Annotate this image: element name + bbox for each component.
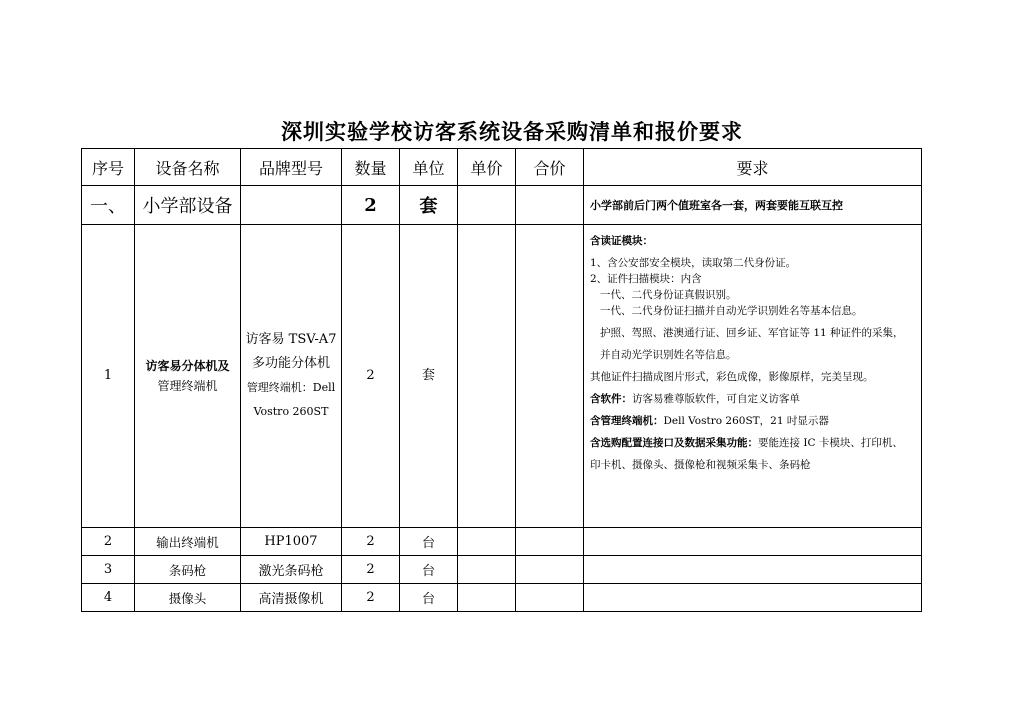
document-title: 深圳实验学校访客系统设备采购清单和报价要求	[281, 119, 743, 144]
model-line: 管理终端机：Dell	[246, 381, 336, 394]
qty: 2	[342, 584, 400, 612]
device-name-line: 管理终端机	[157, 379, 218, 393]
req-line: 2、证件扫描模块：内含	[590, 273, 702, 285]
empty-cell	[458, 556, 516, 584]
table-row	[82, 225, 922, 528]
header-cell: 设备名称	[135, 149, 241, 186]
table-row	[82, 556, 922, 584]
unit: 台	[400, 584, 458, 612]
section-index: 一、	[82, 186, 135, 225]
row-number: 4	[82, 584, 135, 612]
req-heading: 含软件：	[590, 393, 632, 405]
unit-cell: 套	[400, 225, 458, 528]
model-line: Vostro 260ST	[253, 405, 329, 418]
qty-cell: 2	[342, 225, 400, 528]
section-qty: 2	[342, 186, 400, 225]
req-line: 护照、驾照、港澳通行证、回乡证、军官证等 11 种证件的采集，	[600, 327, 904, 339]
req-text: 访客易雅尊版软件，可自定义访客单	[632, 393, 800, 405]
unit: 台	[400, 528, 458, 556]
model-line: 访客易 TSV-A7	[245, 332, 337, 347]
empty-cell	[516, 584, 584, 612]
section-requirement: 小学部前后门两个值班室各一套，两套要能互联互控	[584, 186, 922, 225]
req-line-options	[590, 435, 917, 451]
device-name-line: 访客易分体机及	[145, 359, 230, 373]
table-row	[82, 584, 922, 612]
req-line: 并自动光学识别姓名等信息。	[600, 349, 737, 361]
table-header-row	[82, 149, 922, 186]
header-cell: 数量	[342, 149, 400, 186]
section-row	[82, 186, 922, 225]
qty: 2	[342, 556, 400, 584]
header-cell: 合价	[516, 149, 584, 186]
header-cell: 序号	[82, 149, 135, 186]
empty-cell	[458, 186, 516, 225]
header-cell: 单位	[400, 149, 458, 186]
req-text: 要能连接 IC 卡模块、打印机、	[758, 437, 903, 449]
req-heading: 含选购配置连接口及数据采集功能：	[590, 437, 758, 449]
model-cell	[241, 225, 342, 528]
empty-cell	[458, 225, 516, 528]
header-cell: 要求	[584, 149, 922, 186]
req-line: 其他证件扫描成图片形式，彩色成像，影像原样，完美呈现。	[590, 371, 874, 383]
req-heading: 含读证模块：	[590, 235, 653, 247]
table-row	[82, 528, 922, 556]
row-number: 1	[82, 225, 135, 528]
header-cell: 单价	[458, 149, 516, 186]
model: 高清摄像机	[241, 584, 342, 612]
empty-cell	[516, 225, 584, 528]
empty-cell	[516, 528, 584, 556]
req-line: 一代、二代身份证扫描并自动光学识别姓名等基本信息。	[600, 305, 863, 317]
req-text: Dell Vostro 260ST，21 吋显示器	[663, 415, 829, 427]
procurement-table	[81, 148, 922, 612]
header-cell: 品牌型号	[241, 149, 342, 186]
req-line: 1、含公安部安全模块，读取第二代身份证。	[590, 257, 797, 269]
req-line: 一代、二代身份证真假识别。	[600, 289, 737, 301]
device-name-cell	[135, 225, 241, 528]
empty-cell	[584, 528, 922, 556]
empty-cell	[584, 556, 922, 584]
requirement-cell	[584, 225, 922, 528]
device-name: 输出终端机	[135, 528, 241, 556]
section-name: 小学部设备	[135, 186, 241, 225]
empty-cell	[584, 584, 922, 612]
empty-cell	[516, 186, 584, 225]
section-unit: 套	[400, 186, 458, 225]
req-heading: 含管理终端机：	[590, 415, 664, 427]
unit: 台	[400, 556, 458, 584]
empty-cell	[241, 186, 342, 225]
empty-cell	[458, 528, 516, 556]
row-number: 3	[82, 556, 135, 584]
row-number: 2	[82, 528, 135, 556]
req-line-terminal	[590, 413, 917, 429]
req-line-software	[590, 391, 917, 407]
req-line: 印卡机、摄像头、摄像枪和视频采集卡、条码枪	[590, 459, 811, 471]
empty-cell	[458, 584, 516, 612]
empty-cell	[516, 556, 584, 584]
qty: 2	[342, 528, 400, 556]
model: 激光条码枪	[241, 556, 342, 584]
model-line: 多功能分体机	[251, 356, 330, 371]
device-name: 摄像头	[135, 584, 241, 612]
model: HP1007	[241, 528, 342, 556]
device-name: 条码枪	[135, 556, 241, 584]
